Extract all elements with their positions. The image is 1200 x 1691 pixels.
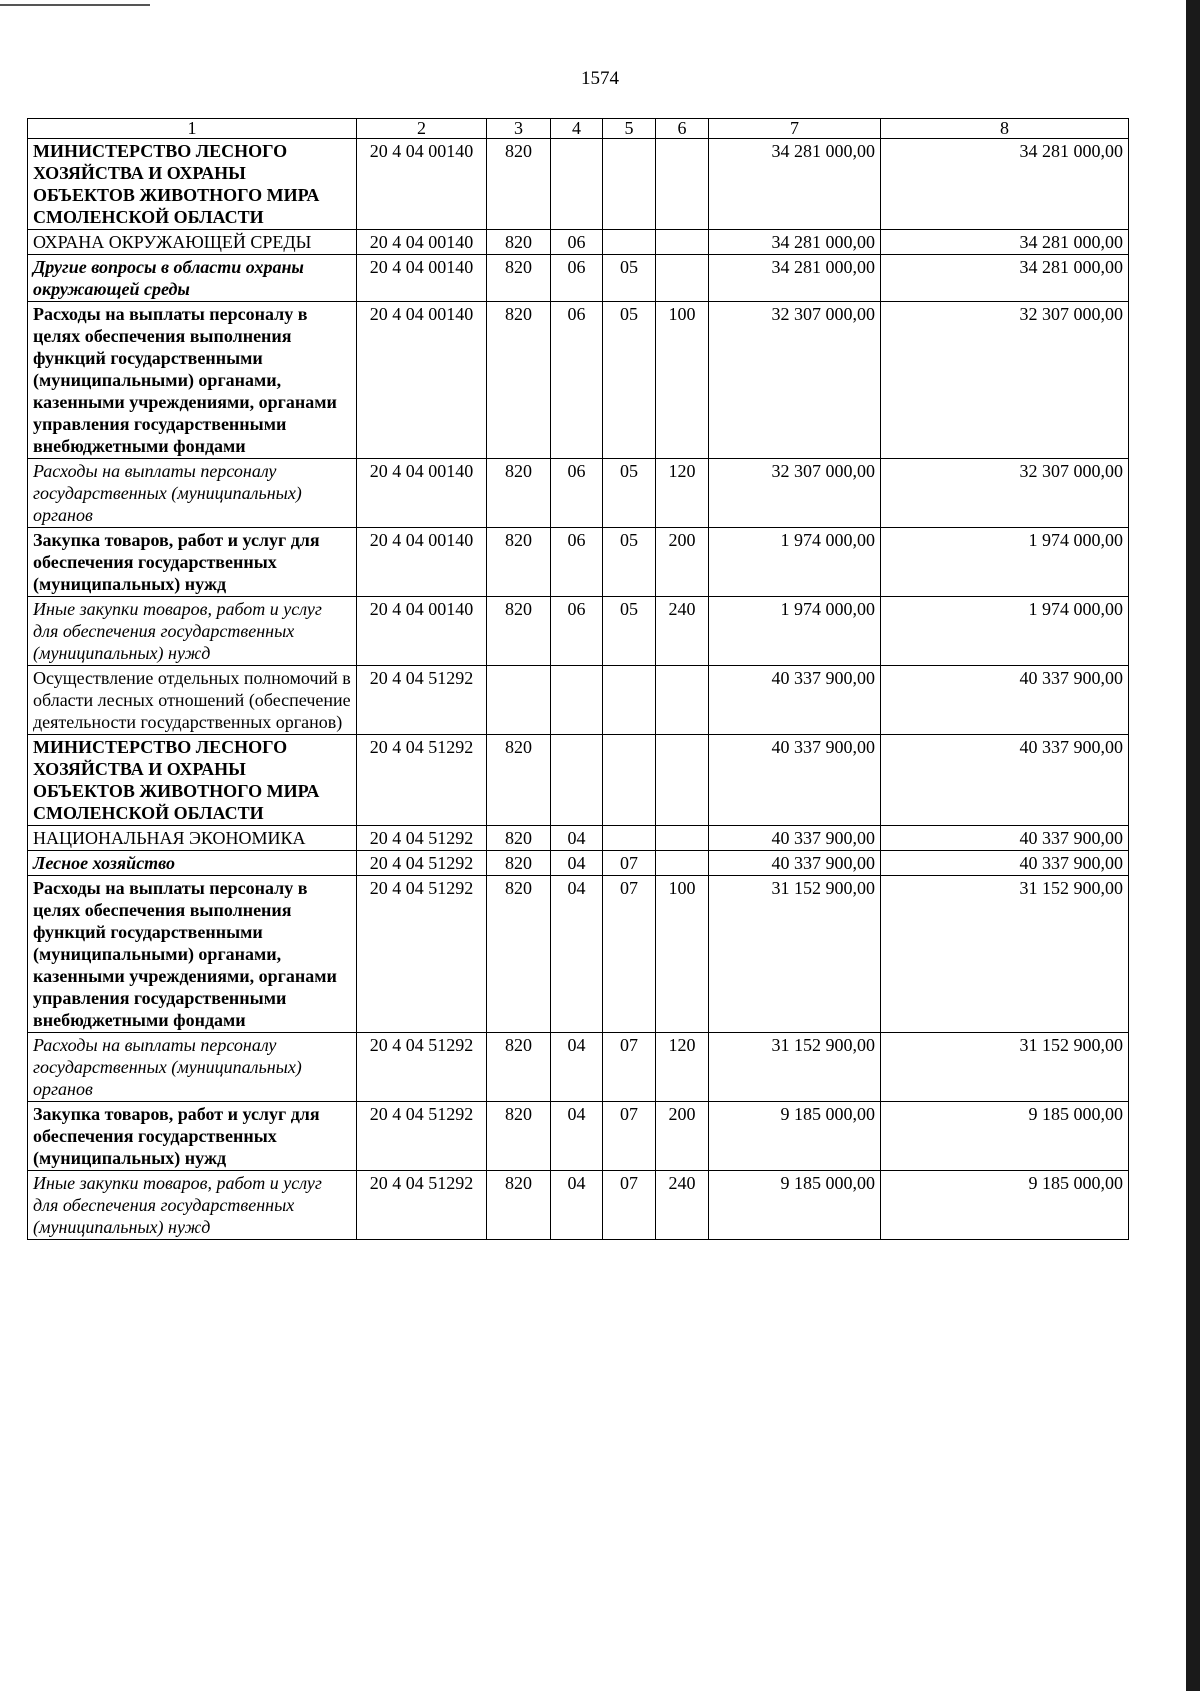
name-cell: Расходы на выплаты персоналу государственных (муниципальных) органов [28, 1033, 357, 1102]
header-cell-5: 5 [603, 119, 656, 139]
subsection-code-cell: 05 [603, 459, 656, 528]
admin-code-cell: 820 [487, 1171, 551, 1240]
section-code-cell [551, 666, 603, 735]
subsection-code-cell [603, 735, 656, 826]
name-cell: Иные закупки товаров, работ и услуг для обеспечения государственных (муниципальных) нужд [28, 597, 357, 666]
target-code-cell: 20 4 04 00140 [357, 255, 487, 302]
table-row [28, 876, 1129, 1033]
amount-year2-cell: 40 337 900,00 [881, 851, 1129, 876]
expense-type-cell [656, 735, 709, 826]
name-cell: Расходы на выплаты персоналу в целях обеспечения выполнения функций государственными (муниципальными) органами, казенными учреждениями, органами управления государственными внебюджетными фондами [28, 302, 357, 459]
table-row [28, 826, 1129, 851]
amount-year1-cell: 32 307 000,00 [709, 302, 881, 459]
amount-year2-cell: 31 152 900,00 [881, 876, 1129, 1033]
amount-year1-cell: 40 337 900,00 [709, 666, 881, 735]
page-number: 1574 [581, 68, 619, 89]
section-code-cell: 04 [551, 1171, 603, 1240]
section-code-cell: 06 [551, 597, 603, 666]
subsection-code-cell: 07 [603, 1171, 656, 1240]
target-code-cell: 20 4 04 51292 [357, 1033, 487, 1102]
amount-year1-cell: 34 281 000,00 [709, 139, 881, 230]
name-cell: Закупка товаров, работ и услуг для обеспечения государственных (муниципальных) нужд [28, 1102, 357, 1171]
table-row [28, 1171, 1129, 1240]
header-cell-6: 6 [656, 119, 709, 139]
table-row [28, 851, 1129, 876]
amount-year1-cell: 40 337 900,00 [709, 735, 881, 826]
amount-year1-cell: 34 281 000,00 [709, 255, 881, 302]
admin-code-cell: 820 [487, 851, 551, 876]
subsection-code-cell: 05 [603, 255, 656, 302]
admin-code-cell: 820 [487, 876, 551, 1033]
admin-code-cell: 820 [487, 528, 551, 597]
section-code-cell: 06 [551, 459, 603, 528]
target-code-cell: 20 4 04 00140 [357, 139, 487, 230]
table-row [28, 528, 1129, 597]
header-cell-2: 2 [357, 119, 487, 139]
target-code-cell: 20 4 04 00140 [357, 230, 487, 255]
target-code-cell: 20 4 04 51292 [357, 876, 487, 1033]
name-cell: НАЦИОНАЛЬНАЯ ЭКОНОМИКА [28, 826, 357, 851]
target-code-cell: 20 4 04 00140 [357, 528, 487, 597]
subsection-code-cell: 05 [603, 597, 656, 666]
name-cell: Иные закупки товаров, работ и услуг для обеспечения государственных (муниципальных) нужд [28, 1171, 357, 1240]
section-code-cell: 04 [551, 851, 603, 876]
amount-year1-cell: 34 281 000,00 [709, 230, 881, 255]
admin-code-cell: 820 [487, 735, 551, 826]
section-code-cell: 06 [551, 528, 603, 597]
amount-year2-cell: 32 307 000,00 [881, 459, 1129, 528]
amount-year2-cell: 34 281 000,00 [881, 255, 1129, 302]
subsection-code-cell: 05 [603, 302, 656, 459]
amount-year2-cell: 1 974 000,00 [881, 528, 1129, 597]
section-code-cell: 04 [551, 876, 603, 1033]
name-cell: Закупка товаров, работ и услуг для обеспечения государственных (муниципальных) нужд [28, 528, 357, 597]
expense-type-cell [656, 230, 709, 255]
table-row [28, 735, 1129, 826]
admin-code-cell: 820 [487, 1033, 551, 1102]
subsection-code-cell [603, 139, 656, 230]
section-code-cell [551, 735, 603, 826]
target-code-cell: 20 4 04 51292 [357, 735, 487, 826]
table-row [28, 1033, 1129, 1102]
header-cell-1: 1 [28, 119, 357, 139]
name-cell: Расходы на выплаты персоналу государственных (муниципальных) органов [28, 459, 357, 528]
table-row [28, 1102, 1129, 1171]
amount-year1-cell: 31 152 900,00 [709, 1033, 881, 1102]
section-code-cell: 06 [551, 302, 603, 459]
section-code-cell: 04 [551, 1033, 603, 1102]
admin-code-cell: 820 [487, 302, 551, 459]
subsection-code-cell: 07 [603, 876, 656, 1033]
amount-year1-cell: 32 307 000,00 [709, 459, 881, 528]
header-cell-3: 3 [487, 119, 551, 139]
amount-year2-cell: 34 281 000,00 [881, 139, 1129, 230]
expense-type-cell [656, 851, 709, 876]
table-row [28, 302, 1129, 459]
table-row [28, 666, 1129, 735]
amount-year1-cell: 31 152 900,00 [709, 876, 881, 1033]
target-code-cell: 20 4 04 51292 [357, 1171, 487, 1240]
target-code-cell: 20 4 04 00140 [357, 459, 487, 528]
header-cell-7: 7 [709, 119, 881, 139]
table-row [28, 230, 1129, 255]
expense-type-cell [656, 139, 709, 230]
name-cell: Другие вопросы в области охраны окружающей среды [28, 255, 357, 302]
expense-type-cell: 240 [656, 597, 709, 666]
name-cell: ОХРАНА ОКРУЖАЮЩЕЙ СРЕДЫ [28, 230, 357, 255]
amount-year2-cell: 9 185 000,00 [881, 1171, 1129, 1240]
header-cell-8: 8 [881, 119, 1129, 139]
section-code-cell: 06 [551, 230, 603, 255]
amount-year1-cell: 9 185 000,00 [709, 1102, 881, 1171]
amount-year1-cell: 40 337 900,00 [709, 851, 881, 876]
subsection-code-cell [603, 666, 656, 735]
section-code-cell: 04 [551, 826, 603, 851]
target-code-cell: 20 4 04 51292 [357, 666, 487, 735]
section-code-cell: 04 [551, 1102, 603, 1171]
admin-code-cell: 820 [487, 255, 551, 302]
name-cell: Лесное хозяйство [28, 851, 357, 876]
amount-year1-cell: 9 185 000,00 [709, 1171, 881, 1240]
target-code-cell: 20 4 04 00140 [357, 302, 487, 459]
table-row [28, 597, 1129, 666]
subsection-code-cell: 07 [603, 1033, 656, 1102]
amount-year2-cell: 9 185 000,00 [881, 1102, 1129, 1171]
subsection-code-cell [603, 826, 656, 851]
subsection-code-cell: 07 [603, 851, 656, 876]
amount-year2-cell: 40 337 900,00 [881, 735, 1129, 826]
name-cell: Расходы на выплаты персоналу в целях обеспечения выполнения функций государственными (муниципальными) органами, казенными учреждениями, органами управления государственными внебюджетными фондами [28, 876, 357, 1033]
admin-code-cell: 820 [487, 230, 551, 255]
name-cell: Осуществление отдельных полномочий в области лесных отношений (обеспечение деятельности государственных органов) [28, 666, 357, 735]
expense-type-cell [656, 255, 709, 302]
expense-type-cell [656, 666, 709, 735]
name-cell: МИНИСТЕРСТВО ЛЕСНОГО ХОЗЯЙСТВА И ОХРАНЫ ОБЪЕКТОВ ЖИВОТНОГО МИРА СМОЛЕНСКОЙ ОБЛАСТИ [28, 139, 357, 230]
subsection-code-cell [603, 230, 656, 255]
amount-year2-cell: 40 337 900,00 [881, 826, 1129, 851]
subsection-code-cell: 07 [603, 1102, 656, 1171]
name-cell: МИНИСТЕРСТВО ЛЕСНОГО ХОЗЯЙСТВА И ОХРАНЫ ОБЪЕКТОВ ЖИВОТНОГО МИРА СМОЛЕНСКОЙ ОБЛАСТИ [28, 735, 357, 826]
table-row [28, 139, 1129, 230]
header-cell-4: 4 [551, 119, 603, 139]
table-row [28, 255, 1129, 302]
expense-type-cell: 200 [656, 1102, 709, 1171]
target-code-cell: 20 4 04 00140 [357, 597, 487, 666]
table-row [28, 459, 1129, 528]
expense-type-cell: 100 [656, 876, 709, 1033]
expense-type-cell: 120 [656, 1033, 709, 1102]
expense-type-cell: 100 [656, 302, 709, 459]
header-row [28, 119, 1129, 139]
target-code-cell: 20 4 04 51292 [357, 1102, 487, 1171]
subsection-code-cell: 05 [603, 528, 656, 597]
admin-code-cell: 820 [487, 826, 551, 851]
amount-year2-cell: 31 152 900,00 [881, 1033, 1129, 1102]
scan-right-edge [1186, 0, 1200, 1691]
target-code-cell: 20 4 04 51292 [357, 826, 487, 851]
admin-code-cell: 820 [487, 1102, 551, 1171]
expense-type-cell [656, 826, 709, 851]
budget-table [27, 118, 1129, 1240]
admin-code-cell: 820 [487, 139, 551, 230]
table-body [28, 119, 1129, 1240]
expense-type-cell: 120 [656, 459, 709, 528]
expense-type-cell: 200 [656, 528, 709, 597]
section-code-cell [551, 139, 603, 230]
admin-code-cell: 820 [487, 597, 551, 666]
amount-year2-cell: 40 337 900,00 [881, 666, 1129, 735]
amount-year1-cell: 1 974 000,00 [709, 528, 881, 597]
section-code-cell: 06 [551, 255, 603, 302]
amount-year2-cell: 1 974 000,00 [881, 597, 1129, 666]
amount-year2-cell: 32 307 000,00 [881, 302, 1129, 459]
expense-type-cell: 240 [656, 1171, 709, 1240]
amount-year1-cell: 40 337 900,00 [709, 826, 881, 851]
amount-year1-cell: 1 974 000,00 [709, 597, 881, 666]
amount-year2-cell: 34 281 000,00 [881, 230, 1129, 255]
admin-code-cell: 820 [487, 459, 551, 528]
admin-code-cell [487, 666, 551, 735]
target-code-cell: 20 4 04 51292 [357, 851, 487, 876]
scan-top-line [0, 4, 150, 6]
